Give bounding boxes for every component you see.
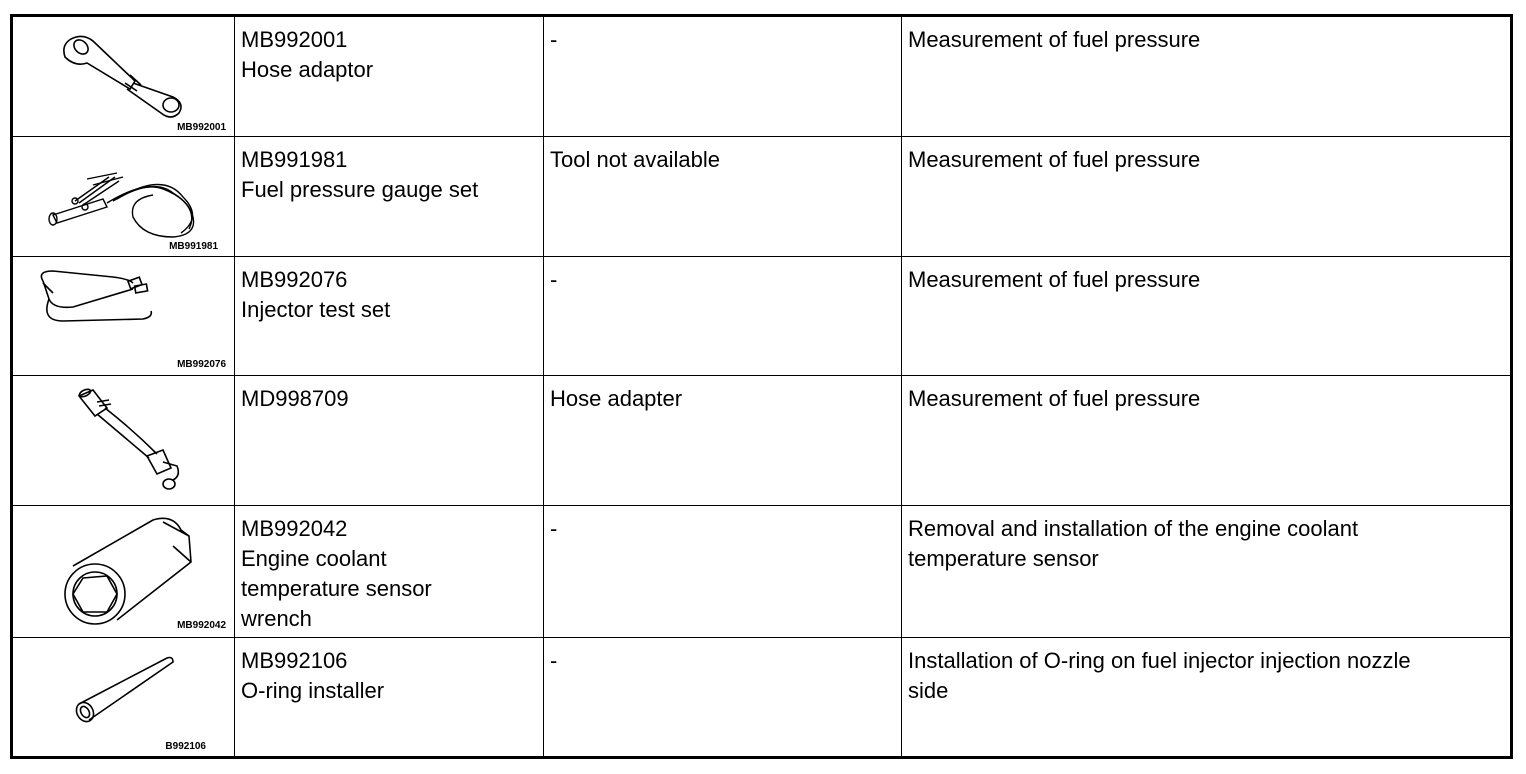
application-cell: [902, 638, 1512, 758]
table-row: [12, 376, 1512, 506]
supersession-cell: [544, 16, 902, 137]
application-text: Measurement of fuel pressure: [908, 386, 1201, 411]
tool-number: MD998709: [241, 386, 349, 411]
tool-name: Fuel pressure gauge set: [241, 177, 479, 202]
tool-image-label: MB992001: [177, 122, 226, 133]
supersession-text: -: [550, 516, 558, 541]
table-row: [12, 257, 1512, 376]
supersession-text: -: [550, 27, 558, 52]
application-text: Measurement of fuel pressure: [908, 267, 1201, 292]
tool-name: Hose adaptor: [241, 57, 374, 82]
tool-number: MB992076: [241, 267, 348, 292]
supersession-cell: [544, 257, 902, 376]
supersession-cell: [544, 376, 902, 506]
application-cell: [902, 137, 1512, 257]
application-cell: [902, 257, 1512, 376]
table-row: [12, 638, 1512, 758]
hose-adapter-illustration: [13, 376, 236, 506]
tool-number: MB992106: [241, 648, 348, 673]
supersession-text: -: [550, 648, 558, 673]
application-cell: [902, 376, 1512, 506]
tool-image-cell: [12, 137, 235, 257]
tool-number-name-cell: [235, 16, 544, 137]
supersession-text: -: [550, 267, 558, 292]
application-text-line-2: temperature sensor: [908, 546, 1099, 571]
tool-image-cell: [12, 257, 235, 376]
tool-image-label: MB992042: [177, 620, 226, 631]
tool-name-line-1: Engine coolant: [241, 546, 387, 571]
tool-name-line-2: temperature sensor: [241, 576, 432, 601]
tool-name-line-3: wrench: [241, 606, 312, 631]
supersession-cell: [544, 638, 902, 758]
application-text-line-2: side: [908, 678, 949, 703]
tool-number: MB991981: [241, 147, 348, 172]
application-text-line-1: Removal and installation of the engine coolant: [908, 516, 1359, 541]
o-ring-installer-illustration: [13, 638, 236, 758]
application-text: Measurement of fuel pressure: [908, 147, 1201, 172]
hose-adaptor-illustration: [13, 17, 236, 138]
tool-number: MB992042: [241, 516, 348, 541]
injector-test-set-illustration: [13, 257, 236, 376]
tool-number-name-cell: [235, 638, 544, 758]
fuel-pressure-gauge-set-illustration: [13, 137, 236, 257]
table-row: [12, 506, 1512, 638]
tool-image-cell: [12, 376, 235, 506]
application-cell: [902, 16, 1512, 137]
tool-image-label: MB991981: [169, 241, 218, 252]
application-text: Measurement of fuel pressure: [908, 27, 1201, 52]
tool-image-label: B992106: [165, 741, 206, 752]
tool-number-name-cell: [235, 506, 544, 638]
tool-number-name-cell: [235, 257, 544, 376]
supersession-cell: [544, 506, 902, 638]
tool-name: O-ring installer: [241, 678, 385, 703]
tool-number-name-cell: [235, 137, 544, 257]
supersession-text: Tool not available: [550, 147, 721, 172]
tool-image-cell: [12, 506, 235, 638]
tool-image-label: MB992076: [177, 359, 226, 370]
tool-number-name-cell: [235, 376, 544, 506]
supersession-text: Hose adapter: [550, 386, 683, 411]
tool-number: MB992001: [241, 27, 348, 52]
tool-name: Injector test set: [241, 297, 391, 322]
application-cell: [902, 506, 1512, 638]
table-row: [12, 16, 1512, 137]
table-row: [12, 137, 1512, 257]
special-tools-table: [10, 14, 1513, 759]
tool-image-cell: [12, 16, 235, 137]
tool-image-cell: [12, 638, 235, 758]
coolant-sensor-wrench-illustration: [13, 506, 236, 638]
application-text-line-1: Installation of O-ring on fuel injector injection nozzle: [908, 648, 1411, 673]
supersession-cell: [544, 137, 902, 257]
